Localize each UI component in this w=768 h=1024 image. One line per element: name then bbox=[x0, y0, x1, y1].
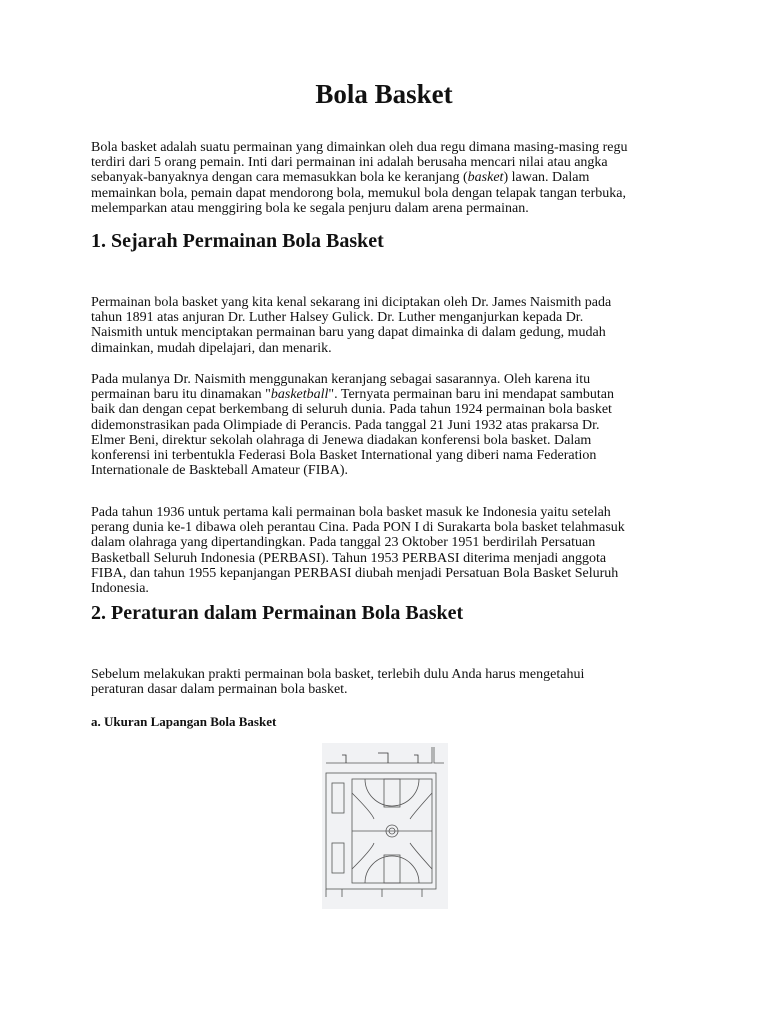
document-title: Bola Basket bbox=[315, 79, 453, 109]
text-line: memainkan bola, pemain dapat mendorong bola, memukul bola dengan telapak tangan terbuka, bbox=[91, 185, 626, 201]
section-1-paragraph-3 bbox=[91, 505, 625, 596]
text-segment: ) lawan. Dalam bbox=[503, 170, 590, 186]
text-segment: permainan baru itu dinamakan " bbox=[91, 387, 271, 403]
text-line: Sebelum melakukan prakti permainan bola basket, terlebih dulu Anda harus mengetahui bbox=[91, 667, 585, 682]
intro-paragraph bbox=[91, 140, 628, 216]
text-line: Permainan bola basket yang kita kenal sekarang ini diciptakan oleh Dr. James Naismith pada bbox=[91, 295, 612, 310]
text-line: melemparkan atau menggiring bola ke segala penjuru dalam arena permainan. bbox=[91, 200, 529, 216]
text-line: dalam olahraga yang dipertandingkan. Pada tanggal 23 Oktober 1951 berdirilah Persatuan bbox=[91, 535, 596, 551]
text-line: peraturan dasar dalam permainan bola basket. bbox=[91, 682, 348, 698]
text-line: dimainkan, mudah dipelajari, dan menarik. bbox=[91, 340, 332, 356]
text-line: Indonesia. bbox=[91, 580, 149, 596]
italic-term: basketball bbox=[270, 387, 329, 403]
text-line: FIBA, dan tahun 1955 kepanjangan PERBASI diubah menjadi Persatuan Bola Basket Seluruh bbox=[91, 565, 619, 581]
section-1-paragraph-2 bbox=[91, 372, 614, 478]
text-line: didemonstrasikan pada Olimpiade di Perancis. Pada tanggal 21 Juni 1932 atas prakarsa Dr. bbox=[91, 417, 600, 433]
italic-term: basket bbox=[467, 170, 504, 186]
text-line: Naismith untuk menciptakan permainan baru yang dapat dimainka di dalam gedung, mudah bbox=[91, 325, 606, 341]
text-line: terdiri dari 5 orang pemain. Inti dari permainan ini adalah berusaha mencari nilai atau angka bbox=[91, 155, 608, 171]
section-1-paragraph-1 bbox=[91, 295, 611, 356]
text-line: Pada tahun 1936 untuk pertama kali permainan bola basket masuk ke Indonesia yaitu setelah bbox=[91, 505, 611, 520]
section-1-heading: 1. Sejarah Permainan Bola Basket bbox=[91, 230, 384, 252]
text-line: perang dunia ke-1 dibawa oleh perantau Cina. Pada PON I di Surakarta bola basket telahmasuk bbox=[91, 520, 625, 536]
text-segment: ". Ternyata permainan baru ini mendapat sambutan bbox=[328, 387, 614, 403]
text-segment: sebanyak-banyaknya dengan cara memasukkan bola ke keranjang ( bbox=[91, 170, 468, 186]
basketball-court-diagram-image bbox=[322, 743, 448, 909]
section-2-paragraph-1 bbox=[91, 667, 584, 697]
text-line bbox=[91, 387, 614, 402]
text-line: Bola basket adalah suatu permainan yang dimainkan oleh dua regu dimana masing-masing regu bbox=[91, 140, 628, 155]
text-line: konferensi ini terbentukla Federasi Bola Basket International yang diberi nama Federation bbox=[91, 447, 597, 463]
text-line: Pada mulanya Dr. Naismith menggunakan keranjang sebagai sasarannya. Oleh karena itu bbox=[91, 372, 591, 387]
text-line: tahun 1891 atas anjuran Dr. Luther Halsey Gulick. Dr. Luther menganjurkan kepada Dr. bbox=[91, 310, 584, 326]
text-line: Internationale de Baskteball Amateur (FIBA). bbox=[91, 463, 348, 479]
text-line bbox=[91, 170, 628, 185]
text-line: Basketball Seluruh Indonesia (PERBASI). Tahun 1953 PERBASI diterima menjadi anggota bbox=[91, 550, 607, 566]
text-line: Elmer Beni, direktur sekolah olahraga di Jenewa diadakan konferensi bola basket. Dalam bbox=[91, 432, 592, 448]
subheading-court-size: a. Ukuran Lapangan Bola Basket bbox=[91, 714, 277, 729]
section-2-heading: 2. Peraturan dalam Permainan Bola Basket bbox=[91, 602, 464, 624]
text-line: baik dan dengan cepat berkembang di seluruh dunia. Pada tahun 1924 permainan bola basket bbox=[91, 402, 612, 418]
